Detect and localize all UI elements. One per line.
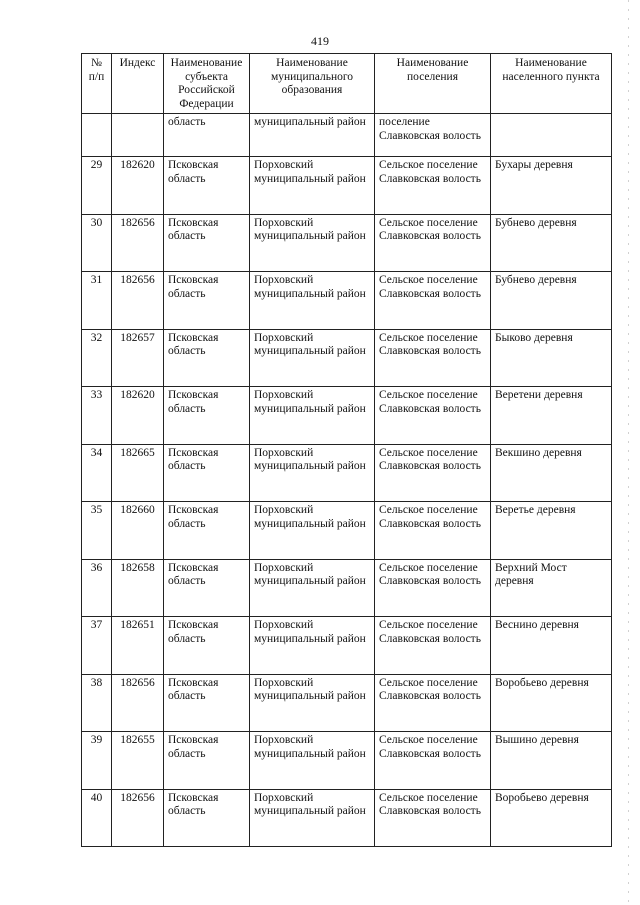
cell-num: 33 xyxy=(82,387,112,445)
cell-subject: Псковская область xyxy=(164,444,250,502)
cell-settlement: Сельское поселение Славковская волость xyxy=(375,272,491,330)
cell-locality: Бубнево деревня xyxy=(491,214,612,272)
cell-num: 29 xyxy=(82,157,112,215)
cell-settlement: Сельское поселение Славковская волость xyxy=(375,674,491,732)
cell-municipality: Порховский муниципальный район xyxy=(250,444,375,502)
cell-subject: Псковская область xyxy=(164,674,250,732)
table-body xyxy=(82,114,612,847)
cell-locality xyxy=(491,114,612,157)
cell-num: 31 xyxy=(82,272,112,330)
cell-num: 39 xyxy=(82,732,112,790)
cell-index: 182651 xyxy=(112,617,164,675)
cell-subject: Псковская область xyxy=(164,732,250,790)
table-row xyxy=(82,272,612,330)
cell-num: 36 xyxy=(82,559,112,617)
cell-num: 35 xyxy=(82,502,112,560)
cell-num: 40 xyxy=(82,789,112,847)
cell-index: 182620 xyxy=(112,157,164,215)
header-locality: Наименование населенного пункта xyxy=(491,54,612,114)
table-row xyxy=(82,732,612,790)
header-index: Индекс xyxy=(112,54,164,114)
cell-subject: Псковская область xyxy=(164,387,250,445)
table-row xyxy=(82,329,612,387)
cell-municipality: муниципальный район xyxy=(250,114,375,157)
table-row xyxy=(82,502,612,560)
scan-edge-artifact xyxy=(628,0,629,905)
cell-locality: Веретени деревня xyxy=(491,387,612,445)
cell-index: 182656 xyxy=(112,214,164,272)
cell-index: 182656 xyxy=(112,674,164,732)
cell-index: 182655 xyxy=(112,732,164,790)
cell-num: 30 xyxy=(82,214,112,272)
cell-subject: Псковская область xyxy=(164,559,250,617)
cell-index: 182660 xyxy=(112,502,164,560)
cell-subject: Псковская область xyxy=(164,214,250,272)
header-municipality: Наименование муниципального образования xyxy=(250,54,375,114)
cell-settlement: Сельское поселение Славковская волость xyxy=(375,732,491,790)
cell-municipality: Порховский муниципальный район xyxy=(250,214,375,272)
cell-settlement: Сельское поселение Славковская волость xyxy=(375,789,491,847)
cell-num: 38 xyxy=(82,674,112,732)
table-row xyxy=(82,444,612,502)
cell-municipality: Порховский муниципальный район xyxy=(250,387,375,445)
cell-settlement: Сельское поселение Славковская волость xyxy=(375,214,491,272)
cell-municipality: Порховский муниципальный район xyxy=(250,789,375,847)
cell-municipality: Порховский муниципальный район xyxy=(250,617,375,675)
cell-settlement: Сельское поселение Славковская волость xyxy=(375,559,491,617)
cell-municipality: Порховский муниципальный район xyxy=(250,157,375,215)
table-header xyxy=(82,54,612,114)
cell-index: 182657 xyxy=(112,329,164,387)
cell-locality: Верхний Мост деревня xyxy=(491,559,612,617)
table-row xyxy=(82,214,612,272)
cell-num xyxy=(82,114,112,157)
cell-num: 37 xyxy=(82,617,112,675)
table-row xyxy=(82,559,612,617)
cell-municipality: Порховский муниципальный район xyxy=(250,674,375,732)
cell-locality: Вышино деревня xyxy=(491,732,612,790)
cell-num: 32 xyxy=(82,329,112,387)
cell-num: 34 xyxy=(82,444,112,502)
header-num: № п/п xyxy=(82,54,112,114)
cell-settlement: Сельское поселение Славковская волость xyxy=(375,617,491,675)
cell-settlement: Сельское поселение Славковская волость xyxy=(375,157,491,215)
cell-locality: Векшино деревня xyxy=(491,444,612,502)
cell-settlement: Сельское поселение Славковская волость xyxy=(375,502,491,560)
cell-municipality: Порховский муниципальный район xyxy=(250,732,375,790)
cell-subject: Псковская область xyxy=(164,789,250,847)
cell-municipality: Порховский муниципальный район xyxy=(250,329,375,387)
cell-subject: область xyxy=(164,114,250,157)
cell-settlement: Сельское поселение Славковская волость xyxy=(375,387,491,445)
cell-subject: Псковская область xyxy=(164,502,250,560)
cell-settlement: поселение Славковская волость xyxy=(375,114,491,157)
cell-index: 182656 xyxy=(112,789,164,847)
cell-settlement: Сельское поселение Славковская волость xyxy=(375,329,491,387)
cell-subject: Псковская область xyxy=(164,617,250,675)
cell-locality: Бухары деревня xyxy=(491,157,612,215)
cell-municipality: Порховский муниципальный район xyxy=(250,502,375,560)
cell-subject: Псковская область xyxy=(164,329,250,387)
cell-index: 182665 xyxy=(112,444,164,502)
page-number: 419 xyxy=(311,34,329,48)
cell-index: 182656 xyxy=(112,272,164,330)
cell-locality: Бубнево деревня xyxy=(491,272,612,330)
cell-settlement: Сельское поселение Славковская волость xyxy=(375,444,491,502)
cell-subject: Псковская область xyxy=(164,272,250,330)
cell-municipality: Порховский муниципальный район xyxy=(250,559,375,617)
cell-index: 182620 xyxy=(112,387,164,445)
settlements-table xyxy=(81,53,612,847)
cell-locality: Воробьево деревня xyxy=(491,789,612,847)
cell-locality: Веснино деревня xyxy=(491,617,612,675)
table-row xyxy=(82,617,612,675)
cell-municipality: Порховский муниципальный район xyxy=(250,272,375,330)
table-row-continuation xyxy=(82,114,612,157)
cell-locality: Веретье деревня xyxy=(491,502,612,560)
header-settlement: Наименование поселения xyxy=(375,54,491,114)
table-row xyxy=(82,674,612,732)
cell-locality: Воробьево деревня xyxy=(491,674,612,732)
cell-index xyxy=(112,114,164,157)
cell-locality: Быково деревня xyxy=(491,329,612,387)
cell-index: 182658 xyxy=(112,559,164,617)
table-row xyxy=(82,157,612,215)
table-row xyxy=(82,387,612,445)
cell-subject: Псковская область xyxy=(164,157,250,215)
table-row xyxy=(82,789,612,847)
header-subject: Наименование субъекта Российской Федерации xyxy=(164,54,250,114)
